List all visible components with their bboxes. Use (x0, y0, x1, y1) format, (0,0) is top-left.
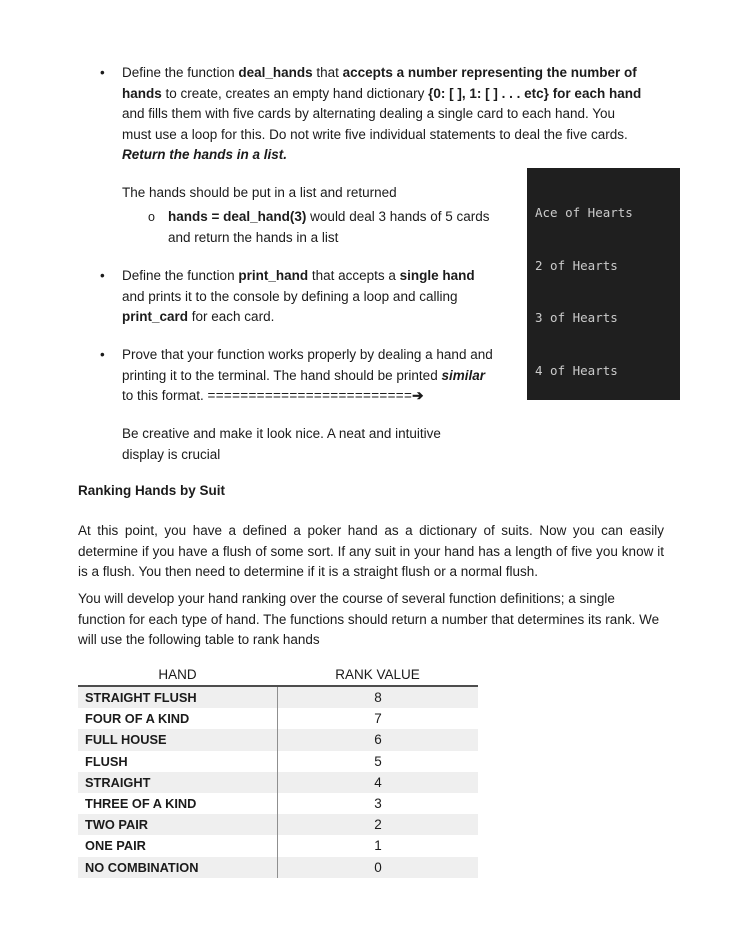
bullet-text-print-hand: Define the function print_hand that accepts a single hand and prints it to the console by defining a loop and calling print_card for each card. (122, 268, 475, 324)
rank-value-cell: 6 (277, 729, 478, 750)
table-row (78, 793, 478, 814)
hand-cell: FLUSH (85, 753, 128, 769)
bullet-text-prove-function: Prove that your function works properly by dealing a hand and printing it to the terminal. The hand should be printed similar to this format. =========================➔ (122, 347, 493, 403)
table-row (78, 729, 478, 750)
bullet-item-prove-function (100, 345, 496, 407)
table-row (78, 751, 478, 772)
hand-cell: THREE OF A KIND (85, 796, 197, 812)
table-row (78, 814, 478, 835)
rank-table-body (78, 685, 478, 878)
table-row (78, 835, 478, 856)
bullet-icon: • (100, 65, 105, 80)
bullet-item-deal-hands (100, 63, 646, 166)
section-heading-ranking-hands: Ranking Hands by Suit (78, 483, 226, 498)
hand-cell: STRAIGHT (85, 774, 151, 790)
paragraph-flush-explanation: At this point, you have a defined a poker hand as a dictionary of suits. Now you can easily determine if you have a flush of some sort. If any suit in your hand has a length of five you know it is a flush. You then need to determine if it is a straight flush or a normal flush. (78, 523, 664, 579)
rank-value-cell: 1 (277, 835, 478, 856)
column-header-rank-value: RANK VALUE (335, 666, 420, 682)
sub-bullet-deal-hand-example (148, 207, 493, 248)
rank-table (78, 663, 478, 878)
note-hands-returned: The hands should be put in a list and returned (122, 185, 397, 200)
terminal-line: 4 of Hearts (535, 362, 618, 378)
terminal-line: 2 of Hearts (535, 257, 618, 273)
table-row (78, 772, 478, 793)
rank-value-cell: 5 (277, 751, 478, 772)
hand-cell: TWO PAIR (85, 817, 149, 833)
hand-cell: FOUR OF A KIND (85, 711, 190, 727)
terminal-line: Ace of Hearts (535, 205, 633, 220)
sub-bullet-text: hands = deal_hand(3) would deal 3 hands of 5 cards and return the hands in a list (168, 209, 490, 245)
hand-cell: ONE PAIR (85, 838, 146, 854)
rank-value-cell: 4 (277, 772, 478, 793)
hand-cell: STRAIGHT FLUSH (85, 690, 197, 706)
sub-bullet-icon: o (148, 210, 155, 224)
terminal-output-screenshot (527, 168, 680, 400)
rank-value-cell: 3 (277, 793, 478, 814)
bullet-item-print-hand (100, 266, 490, 328)
table-row (78, 687, 478, 708)
bullet-text-deal-hands: Define the function deal_hands that accepts a number representing the number of hands to create, creates an empty hand dictionary {0: [ ], 1: [ ] . . . etc} for each hand and fills them with five cards by alternating dealing a single card to each hand. You must use a loop for this. Do not write five individual statements to deal the five cards. Return the hands in a list. (122, 65, 642, 162)
terminal-line: 3 of Hearts (535, 310, 618, 325)
paragraph-ranking-explanation: You will develop your hand ranking over the course of several function definitions; a single function for each type of hand. The functions should return a number that determines its rank. We will use the following table to rank hands (78, 591, 660, 647)
hand-cell: NO COMBINATION (85, 859, 199, 875)
bullet-icon: • (100, 268, 105, 283)
rank-value-cell: 8 (277, 687, 478, 708)
column-header-hand: HAND (158, 666, 197, 682)
table-row (78, 857, 478, 878)
bullet-icon: • (100, 347, 105, 362)
right-arrow-icon: ➔ (412, 388, 424, 403)
table-row (78, 708, 478, 729)
rank-value-cell: 2 (277, 814, 478, 835)
rank-value-cell: 0 (277, 857, 478, 878)
note-be-creative: Be creative and make it look nice. A neat and intuitive display is crucial (122, 426, 441, 462)
hand-cell: FULL HOUSE (85, 732, 167, 748)
rank-table-header (78, 663, 478, 685)
rank-value-cell: 7 (277, 708, 478, 729)
